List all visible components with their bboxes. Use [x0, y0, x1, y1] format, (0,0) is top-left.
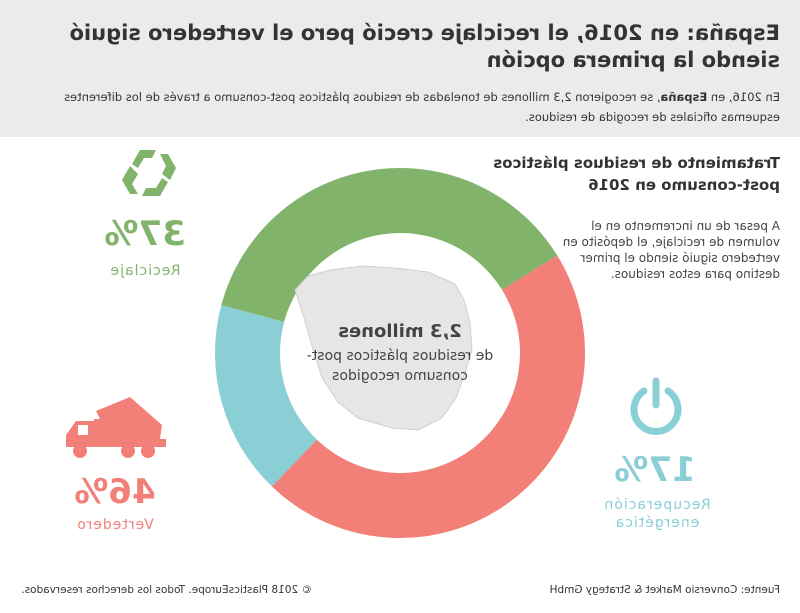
lede-prefix: En 2016, en: [707, 90, 780, 104]
footer-source: Fuente: Conversio Market & Strategy GmbH: [549, 584, 780, 596]
pct-vertedero: 46%: [74, 472, 156, 512]
footer-copyright: © 2018 PlasticsEurope. Todos los derechos reservados.: [21, 584, 312, 596]
center-total-label: de residuos plásticos post-consumo recogidos: [306, 348, 494, 384]
label-vertedero: Vertedero: [76, 517, 154, 533]
chart-title: Tratamiento de residuos plásticos post-consumo en 2016: [493, 154, 780, 194]
chart-note: A pesar de un incremento en el volumen de reciclaje, el depósito en vertedero siguió siendo el primer destino para estos residuos.: [562, 219, 780, 281]
recycle-icon: [114, 146, 182, 202]
pct-recuperacion: 17%: [614, 450, 696, 490]
lede-suffix: , se recogieron 2,3 millones de toneladas de residuos plásticos post-consumo a través de los diferentes esquemas oficiales de recogida de residuos.: [64, 90, 780, 124]
label-recuperacion: Recuperación energética: [603, 497, 711, 531]
pct-reciclaje: 37%: [104, 214, 186, 254]
power-icon: [626, 377, 686, 439]
dump-truck-icon: [62, 395, 170, 461]
lede-country: España: [660, 90, 708, 104]
label-reciclaje: Reciclaje: [109, 263, 181, 279]
center-total-value: 2,3 millones: [338, 321, 462, 342]
headline: España: en 2016, el reciclaje creció pero el vertedero siguió siendo la primera opción: [69, 21, 780, 72]
